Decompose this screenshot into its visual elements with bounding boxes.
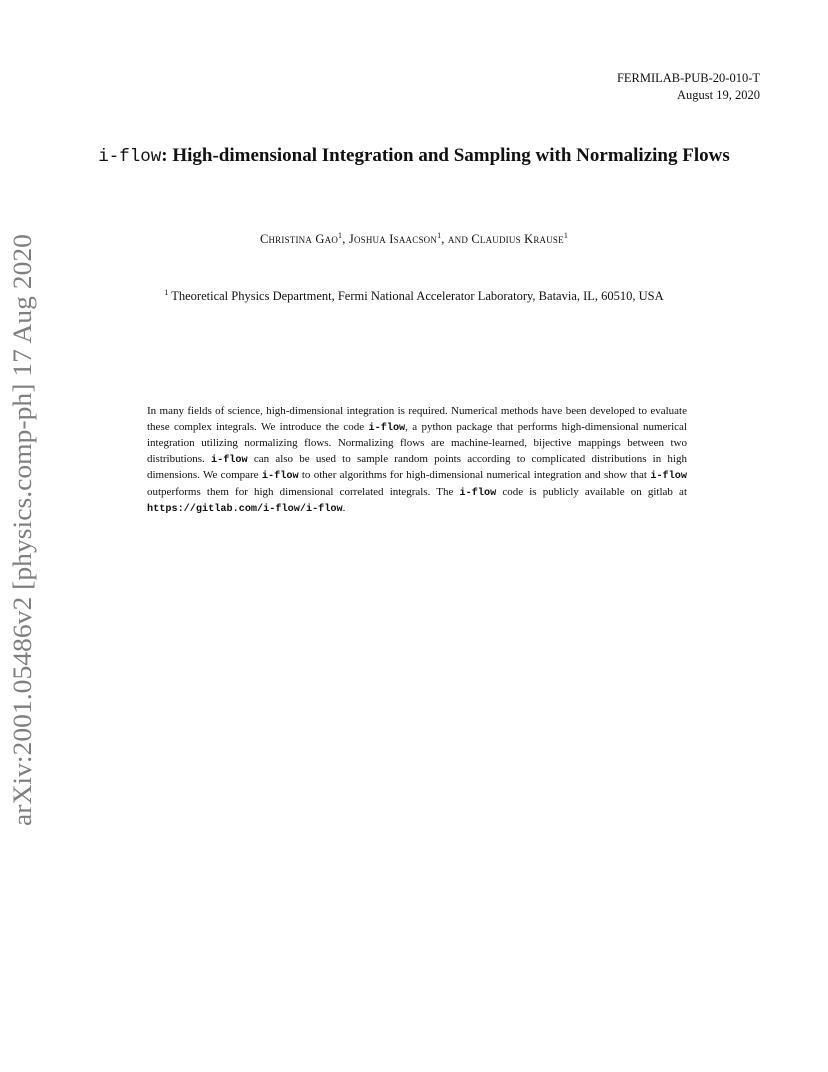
abstract-text: In many fields of science, high-dimensional integration is required. Numerical methods have been developed to evaluate these complex integrals. We introduce the code bbox=[147, 405, 687, 433]
author-separator: , bbox=[342, 232, 349, 246]
paper-title bbox=[60, 145, 768, 168]
gitlab-link[interactable]: https://gitlab.com/i-flow/i-flow bbox=[147, 504, 343, 515]
arxiv-stamp bbox=[2, 230, 38, 830]
abstract-text: can also be used to sample random points according to complicated distributions in high dimensions. We compare bbox=[147, 452, 687, 481]
preprint-info bbox=[617, 70, 760, 103]
abstract-text: . bbox=[342, 502, 346, 514]
author-affiliation-mark: 1 bbox=[563, 231, 569, 240]
preprint-date: August 19, 2020 bbox=[677, 87, 760, 102]
code-name: i-flow bbox=[210, 454, 248, 466]
abstract-text: outperforms them for high dimensional correlated integrals. The bbox=[147, 485, 460, 498]
author-affiliation-mark: 1 bbox=[338, 231, 343, 240]
affiliation-text: Theoretical Physics Department, Fermi National Accelerator Laboratory, Batavia, IL, 60510, USA bbox=[168, 289, 664, 303]
code-name: i-flow bbox=[368, 422, 406, 434]
report-number: FERMILAB-PUB-20-010-T bbox=[616, 71, 760, 85]
code-name: i-flow bbox=[459, 487, 497, 499]
code-name: i-flow bbox=[261, 471, 299, 482]
abstract bbox=[147, 404, 687, 518]
affiliation bbox=[0, 289, 828, 304]
author-name: Claudius Krause bbox=[471, 232, 564, 246]
author-separator: , and bbox=[441, 232, 472, 246]
abstract-text: code is publicly available on gitlab at bbox=[496, 485, 687, 498]
abstract-text: to other algorithms for high-dimensional numerical integration and show that bbox=[298, 469, 651, 481]
code-name: i-flow bbox=[650, 471, 687, 482]
title-code-name: i-flow bbox=[98, 147, 162, 167]
author-affiliation-mark: 1 bbox=[437, 231, 442, 240]
author-list bbox=[0, 232, 828, 247]
arxiv-identifier: arXiv:2001.05486v2 [physics.comp-ph] 17 Aug 2020 bbox=[8, 268, 37, 826]
author-name: Christina Gao bbox=[259, 232, 339, 246]
abstract-text: , a python package that performs high-dimensional numerical integration utilizing normalizing flows. Normalizing flows are machine-learned, bijective mappings between two distributions. bbox=[147, 420, 687, 465]
affiliation-mark: 1 bbox=[164, 288, 169, 297]
title-main: : High-dimensional Integration and Sampling with Normalizing Flows bbox=[161, 145, 730, 166]
author-name: Joshua Isaacson bbox=[348, 232, 438, 246]
